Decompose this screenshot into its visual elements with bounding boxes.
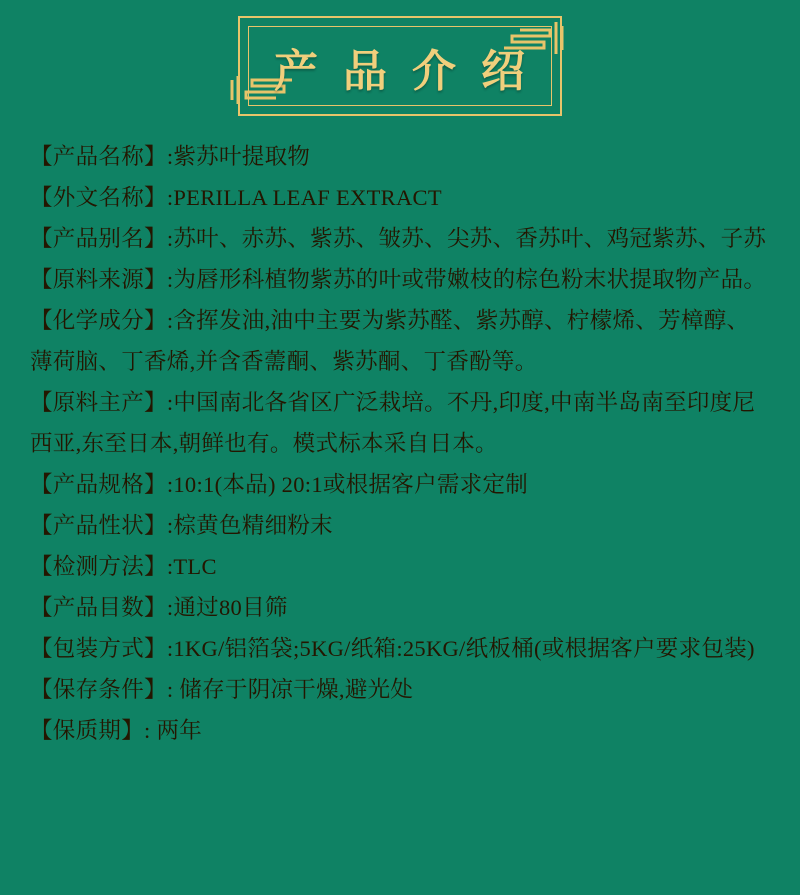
info-label: 【原料主产】 <box>30 390 167 415</box>
info-label: 【产品别名】 <box>30 226 167 251</box>
info-row-foreign-name <box>30 177 770 218</box>
page-header-banner <box>0 8 800 126</box>
info-label: 【检测方法】 <box>30 554 167 579</box>
info-row-test-method <box>30 546 770 587</box>
info-row-alias <box>30 218 770 259</box>
info-row-mesh-size <box>30 587 770 628</box>
info-row-shelf-life <box>30 710 770 751</box>
info-value: :棕黄色精细粉末 <box>166 513 333 538</box>
info-row-storage <box>30 669 770 710</box>
info-row-appearance <box>30 505 770 546</box>
info-row-product-name <box>30 136 770 177</box>
info-value: :紫苏叶提取物 <box>166 144 311 169</box>
info-label: 【化学成分】 <box>30 308 167 333</box>
info-value: :TLC <box>166 554 217 579</box>
info-value: :10:1(本品) 20:1或根据客户需求定制 <box>166 472 529 497</box>
info-value: :为唇形科植物紫苏的叶或带嫩枝的棕色粉末状提取物产品。 <box>166 267 767 292</box>
info-label: 【产品性状】 <box>30 513 167 538</box>
info-label: 【包装方式】 <box>30 636 167 661</box>
info-value: :含挥发油,油中主要为紫苏醛、紫苏醇、柠檬烯、芳樟醇、薄荷脑、丁香烯,并含香薷酮、紫苏酮、丁香酚等。 <box>30 308 750 374</box>
info-label: 【产品规格】 <box>30 472 167 497</box>
info-row-origin <box>30 382 770 464</box>
info-row-chemical-composition <box>30 300 770 382</box>
info-label: 【原料来源】 <box>30 267 167 292</box>
page-title: 产 品 介 绍 <box>274 47 532 96</box>
info-label: 【产品目数】 <box>30 595 167 620</box>
info-label: 【保存条件】 <box>30 677 167 702</box>
info-row-packaging <box>30 628 770 669</box>
info-row-specification <box>30 464 770 505</box>
info-value: :通过80目筛 <box>166 595 288 620</box>
info-value: :1KG/铝箔袋;5KG/纸箱:25KG/纸板桶(或根据客户要求包装) <box>166 636 755 661</box>
info-label: 【保质期】 <box>30 718 145 743</box>
info-value: :中国南北各省区广泛栽培。不丹,印度,中南半岛南至印度尼西亚,东至日本,朝鲜也有。模式标本采自日本。 <box>30 390 756 456</box>
info-row-material-source <box>30 259 770 300</box>
info-label: 【产品名称】 <box>30 144 167 169</box>
info-value: : 两年 <box>144 718 203 743</box>
info-value: :苏叶、赤苏、紫苏、皱苏、尖苏、香苏叶、鸡冠紫苏、子苏 <box>166 226 767 251</box>
product-info-list <box>0 130 800 751</box>
info-label: 【外文名称】 <box>30 185 167 210</box>
info-value: : 储存于阴凉干燥,避光处 <box>166 677 414 702</box>
info-value: :PERILLA LEAF EXTRACT <box>166 185 442 210</box>
